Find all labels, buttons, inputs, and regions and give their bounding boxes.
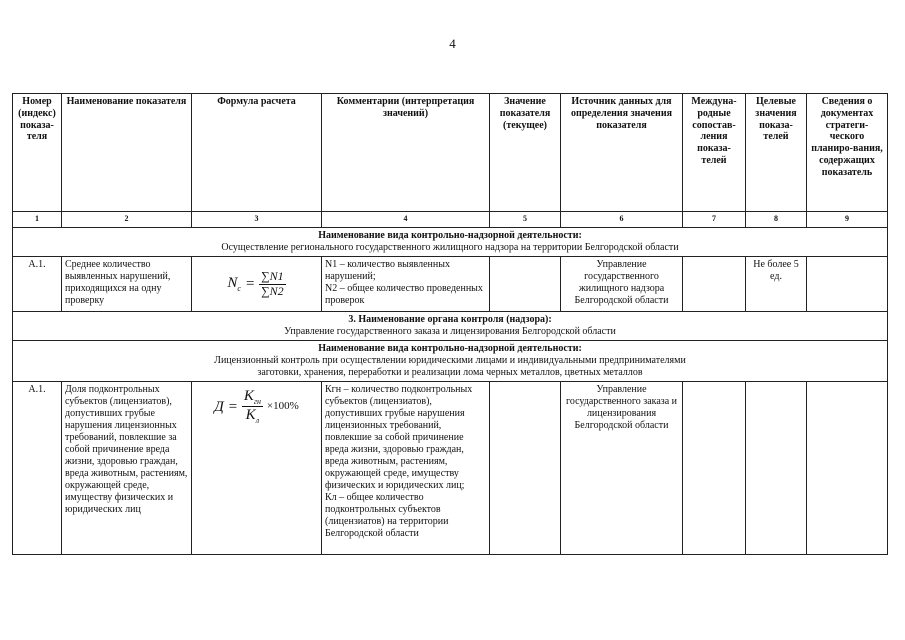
comment-line: Кл – общее количество подконтрольных субъектов (лицензиатов) на территории Белгородской области xyxy=(325,492,449,539)
formula-cell xyxy=(192,382,322,555)
column-number-row xyxy=(13,212,888,228)
indicator-index: А.1. xyxy=(13,257,62,312)
section-row-licensing-control xyxy=(13,341,888,382)
indicator-source: Управление государственного жилищного надзора Белгородской области xyxy=(561,257,683,312)
formula-cell xyxy=(192,257,322,312)
column-number: 8 xyxy=(746,212,807,228)
header-target: Целевые значения показа-телей xyxy=(746,94,807,212)
table-row xyxy=(13,382,888,555)
indicator-source: Управление государственного заказа и лицензирования Белгородской области xyxy=(561,382,683,555)
column-number: 4 xyxy=(322,212,490,228)
indicator-target xyxy=(746,382,807,555)
column-number: 7 xyxy=(683,212,746,228)
header-formula: Формула расчета xyxy=(192,94,322,212)
section-title: 3. Наименование органа контроля (надзора): xyxy=(348,314,552,325)
header-documents: Сведения о документах стратеги-ческого планиро-вания, содержащих показатель xyxy=(807,94,888,212)
indicators-table xyxy=(12,93,888,555)
indicator-value xyxy=(490,257,561,312)
formula-numerator: ∑N1 xyxy=(261,268,284,283)
header-comments: Комментарии (интерпретация значений) xyxy=(322,94,490,212)
indicator-international xyxy=(683,257,746,312)
comment-line: N1 – количество выявленных нарушений; xyxy=(325,259,450,282)
header-row xyxy=(13,94,888,212)
indicator-name: Доля подконтрольных субъектов (лицензиатов), допустивших грубые нарушения лицензионных требований, повлекшие за собой причинение вреда жизни, здоровью граждан, вреда животным, растениям, окружающей среде, имуществу физических и юридических лиц xyxy=(62,382,192,555)
formula-denominator: $К_л$ xyxy=(245,407,260,426)
column-number: 5 xyxy=(490,212,561,228)
formula-fraction xyxy=(242,388,263,425)
indicator-name: Среднее количество выявленных нарушений, приходящихся на одну проверку xyxy=(62,257,192,312)
column-number: 6 xyxy=(561,212,683,228)
table-row xyxy=(13,257,888,312)
indicator-index: А.1. xyxy=(13,382,62,555)
formula-lhs: Д xyxy=(214,398,224,415)
comment-line: Кгн – количество подконтрольных субъектов (лицензиатов), допустивших грубые нарушения лицензионных требований, повлекшие за собой причинение вреда жизни, здоровью граждан, вреда животным, растениям, окружающей среде, имуществу физических и юридических лиц; xyxy=(325,384,473,491)
formula-denominator: ∑N2 xyxy=(261,283,284,298)
formula xyxy=(227,270,285,299)
comment-line: N2 – общее количество проведенных проверок xyxy=(325,283,483,306)
formula xyxy=(214,388,299,425)
formula-numerator: $К_{гн}$ xyxy=(243,388,261,406)
page-number: 4 xyxy=(449,36,456,51)
indicator-comment xyxy=(322,382,490,555)
section-title: Наименование вида контрольно-надзорной деятельности: xyxy=(318,343,582,354)
column-number: 3 xyxy=(192,212,322,228)
formula-equals: = xyxy=(227,398,238,415)
header-index: Номер (индекс) показа-теля xyxy=(13,94,62,212)
formula-fraction xyxy=(259,270,286,299)
indicator-value xyxy=(490,382,561,555)
column-number: 1 xyxy=(13,212,62,228)
section-subtitle: Лицензионный контроль при осуществлении юридическими лицами и индивидуальными предпринимателями xyxy=(214,355,686,366)
section-subtitle: Осуществление регионального государственного жилищного надзора на территории Белгородской области xyxy=(221,242,679,253)
header-source: Источник данных для определения значения показателя xyxy=(561,94,683,212)
column-number: 2 xyxy=(62,212,192,228)
indicator-international xyxy=(683,382,746,555)
indicator-target: Не более 5 ед. xyxy=(746,257,807,312)
section-row-housing-supervision xyxy=(13,228,888,257)
header-international: Междуна-родные сопостав-ления показа-телей xyxy=(683,94,746,212)
section-title: Наименование вида контрольно-надзорной деятельности: xyxy=(318,230,582,241)
indicator-comment xyxy=(322,257,490,312)
formula-equals: = xyxy=(244,276,256,292)
section-subtitle: заготовки, хранения, переработки и реализации лома черных металлов, цветных металлов xyxy=(257,367,643,378)
indicator-documents xyxy=(807,257,888,312)
section-row-control-body xyxy=(13,312,888,341)
header-value: Значение показателя (текущее) xyxy=(490,94,561,212)
formula-multiplier: ×100% xyxy=(266,400,299,413)
formula-lhs: $N_c$ xyxy=(227,275,241,294)
section-subtitle: Управление государственного заказа и лицензирования Белгородской области xyxy=(284,326,616,337)
header-name: Наименование показателя xyxy=(62,94,192,212)
indicator-documents xyxy=(807,382,888,555)
column-number: 9 xyxy=(807,212,888,228)
